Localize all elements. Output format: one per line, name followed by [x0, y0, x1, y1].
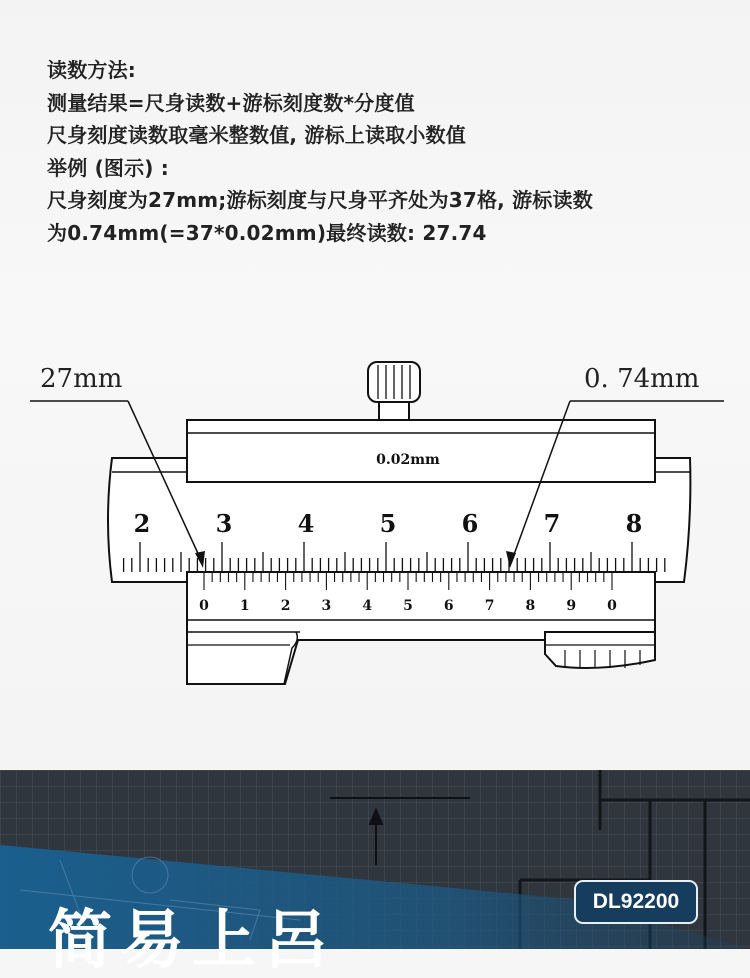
slider-precision-label: 0.02mm — [376, 452, 440, 468]
fine-adjust-wheel — [545, 632, 655, 668]
slider-top-bar — [187, 420, 655, 482]
vernier-scale-label: 0 — [607, 598, 617, 614]
model-badge: DL92200 — [574, 880, 698, 924]
main-scale-label: 8 — [625, 509, 643, 538]
instructions-line-method: 尺身刻度读数取毫米整数值, 游标上读取小数值 — [47, 123, 466, 147]
vernier-scale-label: 7 — [484, 598, 495, 614]
vernier-scale-label: 2 — [280, 598, 291, 614]
instructions-line-example: 举例 (图示) : — [47, 155, 170, 180]
callout-right-label: 0. 74mm — [584, 364, 700, 394]
main-scale-label: 3 — [215, 509, 233, 538]
main-scale-label: 4 — [297, 509, 315, 538]
vernier-scale-label: 1 — [239, 598, 250, 614]
instructions-line-scale: 尺身刻度为27mm;游标刻度与尺身平齐处为37格, 游标读数 — [47, 188, 593, 212]
banner-title: 简易上呂 — [48, 904, 336, 978]
instructions-line-result: 为0.74mm(=37*0.02mm)最终读数: 27.74 — [47, 220, 487, 245]
vernier-scale-label: 4 — [362, 598, 373, 614]
instructions-line-formula: 测量结果=尺身读数+游标刻度数*分度值 — [47, 90, 415, 115]
caliper-diagram — [0, 340, 750, 700]
vernier-scale-label: 9 — [566, 598, 577, 614]
callout-left-label: 27mm — [40, 364, 123, 394]
main-scale-label: 2 — [133, 509, 151, 538]
main-scale-label: 5 — [379, 509, 397, 538]
vernier-scale-label: 5 — [403, 598, 413, 614]
vernier-scale-label: 6 — [443, 598, 454, 614]
vernier-scale-label: 3 — [321, 598, 332, 614]
main-scale-label: 6 — [461, 509, 479, 538]
reading-instructions — [47, 54, 593, 249]
vernier-scale-label: 8 — [525, 598, 536, 614]
main-scale-label: 7 — [543, 509, 561, 538]
vernier-scale-label: 0 — [199, 598, 209, 614]
instructions-title: 读数方法: — [47, 58, 136, 82]
